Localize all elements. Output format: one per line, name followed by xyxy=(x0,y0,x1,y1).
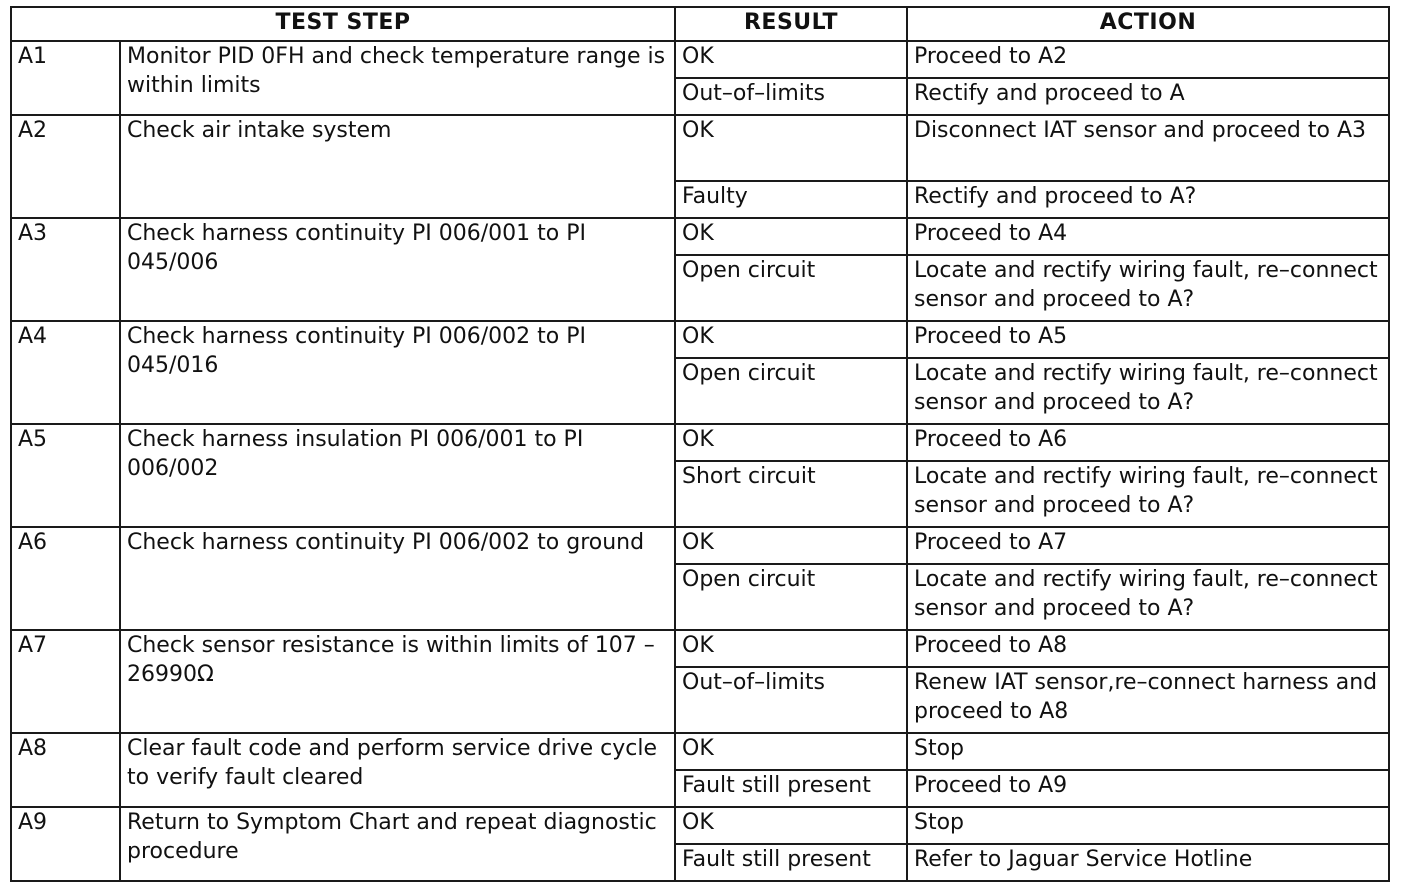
action-cell: Proceed to A7 xyxy=(907,527,1389,564)
action-cell: Proceed to A6 xyxy=(907,424,1389,461)
step-description: Check harness continuity PI 006/002 to ground xyxy=(120,527,675,630)
step-description: Check sensor resistance is within limits of 107 – 26990Ω xyxy=(120,630,675,733)
step-description: Clear fault code and perform service drive cycle to verify fault cleared xyxy=(120,733,675,807)
result-cell: Faulty xyxy=(675,181,907,218)
header-result: RESULT xyxy=(675,7,907,41)
action-cell: Proceed to A8 xyxy=(907,630,1389,667)
step-id: A4 xyxy=(11,321,120,424)
result-cell: OK xyxy=(675,115,907,181)
action-cell: Proceed to A5 xyxy=(907,321,1389,358)
diagnostic-table xyxy=(10,6,1390,882)
action-cell: Proceed to A9 xyxy=(907,770,1389,807)
table-row xyxy=(11,321,1389,358)
step-description: Return to Symptom Chart and repeat diagnostic procedure xyxy=(120,807,675,881)
action-cell: Disconnect IAT sensor and proceed to A3 xyxy=(907,115,1389,181)
result-cell: OK xyxy=(675,218,907,255)
action-cell: Stop xyxy=(907,807,1389,844)
action-cell: Locate and rectify wiring fault, re–connect sensor and proceed to A? xyxy=(907,255,1389,321)
step-id: A3 xyxy=(11,218,120,321)
result-cell: Short circuit xyxy=(675,461,907,527)
result-cell: OK xyxy=(675,733,907,770)
action-cell: Locate and rectify wiring fault, re–connect sensor and proceed to A? xyxy=(907,358,1389,424)
table-row xyxy=(11,630,1389,667)
step-id: A1 xyxy=(11,41,120,115)
action-cell: Renew IAT sensor,re–connect harness and proceed to A8 xyxy=(907,667,1389,733)
result-cell: OK xyxy=(675,321,907,358)
header-test-step: TEST STEP xyxy=(11,7,675,41)
table-row xyxy=(11,733,1389,770)
result-cell: Out–of–limits xyxy=(675,78,907,115)
result-cell: Open circuit xyxy=(675,358,907,424)
table-row xyxy=(11,424,1389,461)
step-id: A8 xyxy=(11,733,120,807)
result-cell: Fault still present xyxy=(675,770,907,807)
result-cell: OK xyxy=(675,807,907,844)
result-cell: OK xyxy=(675,424,907,461)
step-description: Check harness continuity PI 006/001 to PI 045/006 xyxy=(120,218,675,321)
action-cell: Stop xyxy=(907,733,1389,770)
step-id: A6 xyxy=(11,527,120,630)
table-row xyxy=(11,41,1389,78)
action-cell: Rectify and proceed to A xyxy=(907,78,1389,115)
step-id: A9 xyxy=(11,807,120,881)
action-cell: Proceed to A2 xyxy=(907,41,1389,78)
step-description: Monitor PID 0FH and check temperature range is within limits xyxy=(120,41,675,115)
result-cell: OK xyxy=(675,630,907,667)
action-cell: Refer to Jaguar Service Hotline xyxy=(907,844,1389,881)
step-description: Check air intake system xyxy=(120,115,675,218)
header-row xyxy=(11,7,1389,41)
result-cell: Fault still present xyxy=(675,844,907,881)
header-action: ACTION xyxy=(907,7,1389,41)
step-id: A5 xyxy=(11,424,120,527)
table-row xyxy=(11,807,1389,844)
action-cell: Rectify and proceed to A? xyxy=(907,181,1389,218)
action-cell: Proceed to A4 xyxy=(907,218,1389,255)
result-cell: OK xyxy=(675,41,907,78)
action-cell: Locate and rectify wiring fault, re–connect sensor and proceed to A? xyxy=(907,461,1389,527)
result-cell: Out–of–limits xyxy=(675,667,907,733)
table-row xyxy=(11,115,1389,181)
step-id: A7 xyxy=(11,630,120,733)
table-row xyxy=(11,218,1389,255)
step-description: Check harness insulation PI 006/001 to PI 006/002 xyxy=(120,424,675,527)
result-cell: Open circuit xyxy=(675,255,907,321)
result-cell: OK xyxy=(675,527,907,564)
action-cell: Locate and rectify wiring fault, re–connect sensor and proceed to A? xyxy=(907,564,1389,630)
result-cell: Open circuit xyxy=(675,564,907,630)
step-description: Check harness continuity PI 006/002 to PI 045/016 xyxy=(120,321,675,424)
step-id: A2 xyxy=(11,115,120,218)
table-row xyxy=(11,527,1389,564)
